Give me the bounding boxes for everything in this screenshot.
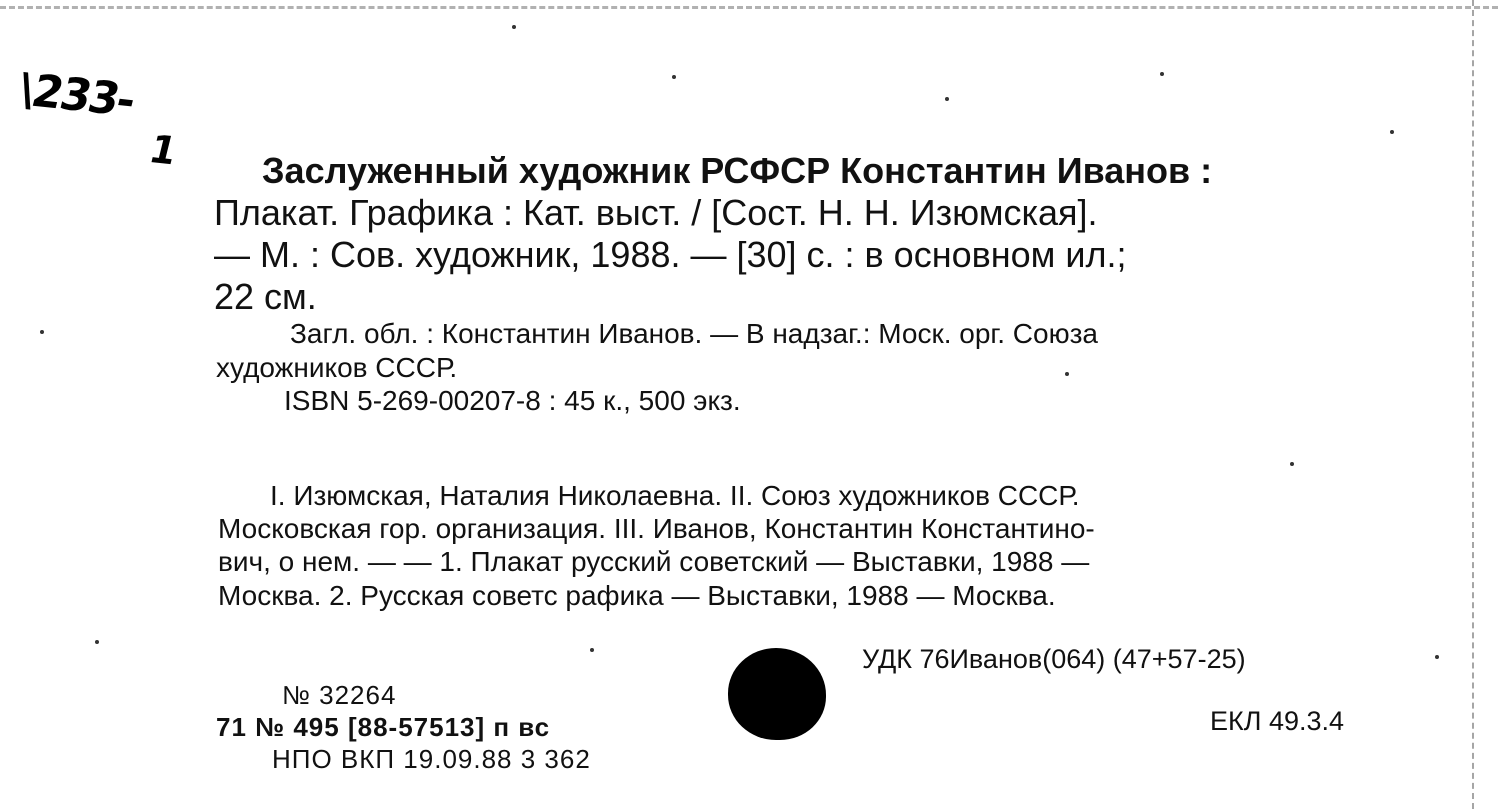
card-top-border bbox=[0, 6, 1498, 12]
speck bbox=[590, 648, 594, 652]
speck bbox=[1390, 130, 1394, 134]
speck bbox=[945, 97, 949, 101]
publisher-line: НПО ВКП 19.09.88 3 362 bbox=[272, 744, 591, 774]
entry-size-line: 22 см. bbox=[214, 276, 317, 317]
ink-blot bbox=[728, 648, 826, 740]
isbn-line: ISBN 5-269-00207-8 : 45 к., 500 экз. bbox=[284, 385, 741, 416]
speck bbox=[1435, 655, 1439, 659]
card-right-border bbox=[1470, 0, 1474, 809]
note-line-1: Загл. обл. : Константин Иванов. — В надзаг.: Моск. орг. Союза bbox=[290, 318, 1098, 349]
tracing-line-4: Москва. 2. Русская советс рафика — Выставки, 1988 — Москва. bbox=[218, 580, 1056, 611]
order-number: 71 № 495 [88-57513] п вс bbox=[216, 712, 551, 742]
handwritten-underline bbox=[12, 72, 197, 112]
handwritten-mark-bottom: 1 bbox=[144, 126, 180, 174]
entry-imprint-line: — М. : Сов. художник, 1988. — [30] с. : в основном ил.; bbox=[214, 234, 1127, 275]
speck bbox=[1160, 72, 1164, 76]
handwritten-mark-top: \233- bbox=[12, 64, 140, 127]
speck bbox=[40, 330, 44, 334]
note-line-2: художников СССР. bbox=[216, 352, 458, 383]
speck bbox=[95, 640, 99, 644]
tracing-line-2: Московская гор. организация. III. Иванов, Константин Константино- bbox=[218, 513, 1095, 544]
speck bbox=[672, 75, 676, 79]
udk-code: УДК 76Иванов(064) (47+57-25) bbox=[862, 644, 1246, 674]
speck bbox=[1065, 372, 1069, 376]
speck bbox=[1290, 462, 1294, 466]
tracing-line-3: вич, о нем. — — 1. Плакат русский советский — Выставки, 1988 — bbox=[218, 546, 1090, 577]
speck bbox=[512, 25, 516, 29]
entry-title-line: Плакат. Графика : Кат. выст. / [Сост. Н. Н. Изюмская]. bbox=[214, 192, 1098, 233]
bkl-code: ЕКЛ 49.3.4 bbox=[1210, 706, 1345, 736]
tracing-line-1: I. Изюмская, Наталия Николаевна. II. Союз художников СССР. bbox=[270, 480, 1080, 511]
card-number: № 32264 bbox=[282, 680, 397, 710]
entry-heading: Заслуженный художник РСФСР Константин Иванов : bbox=[262, 150, 1213, 191]
